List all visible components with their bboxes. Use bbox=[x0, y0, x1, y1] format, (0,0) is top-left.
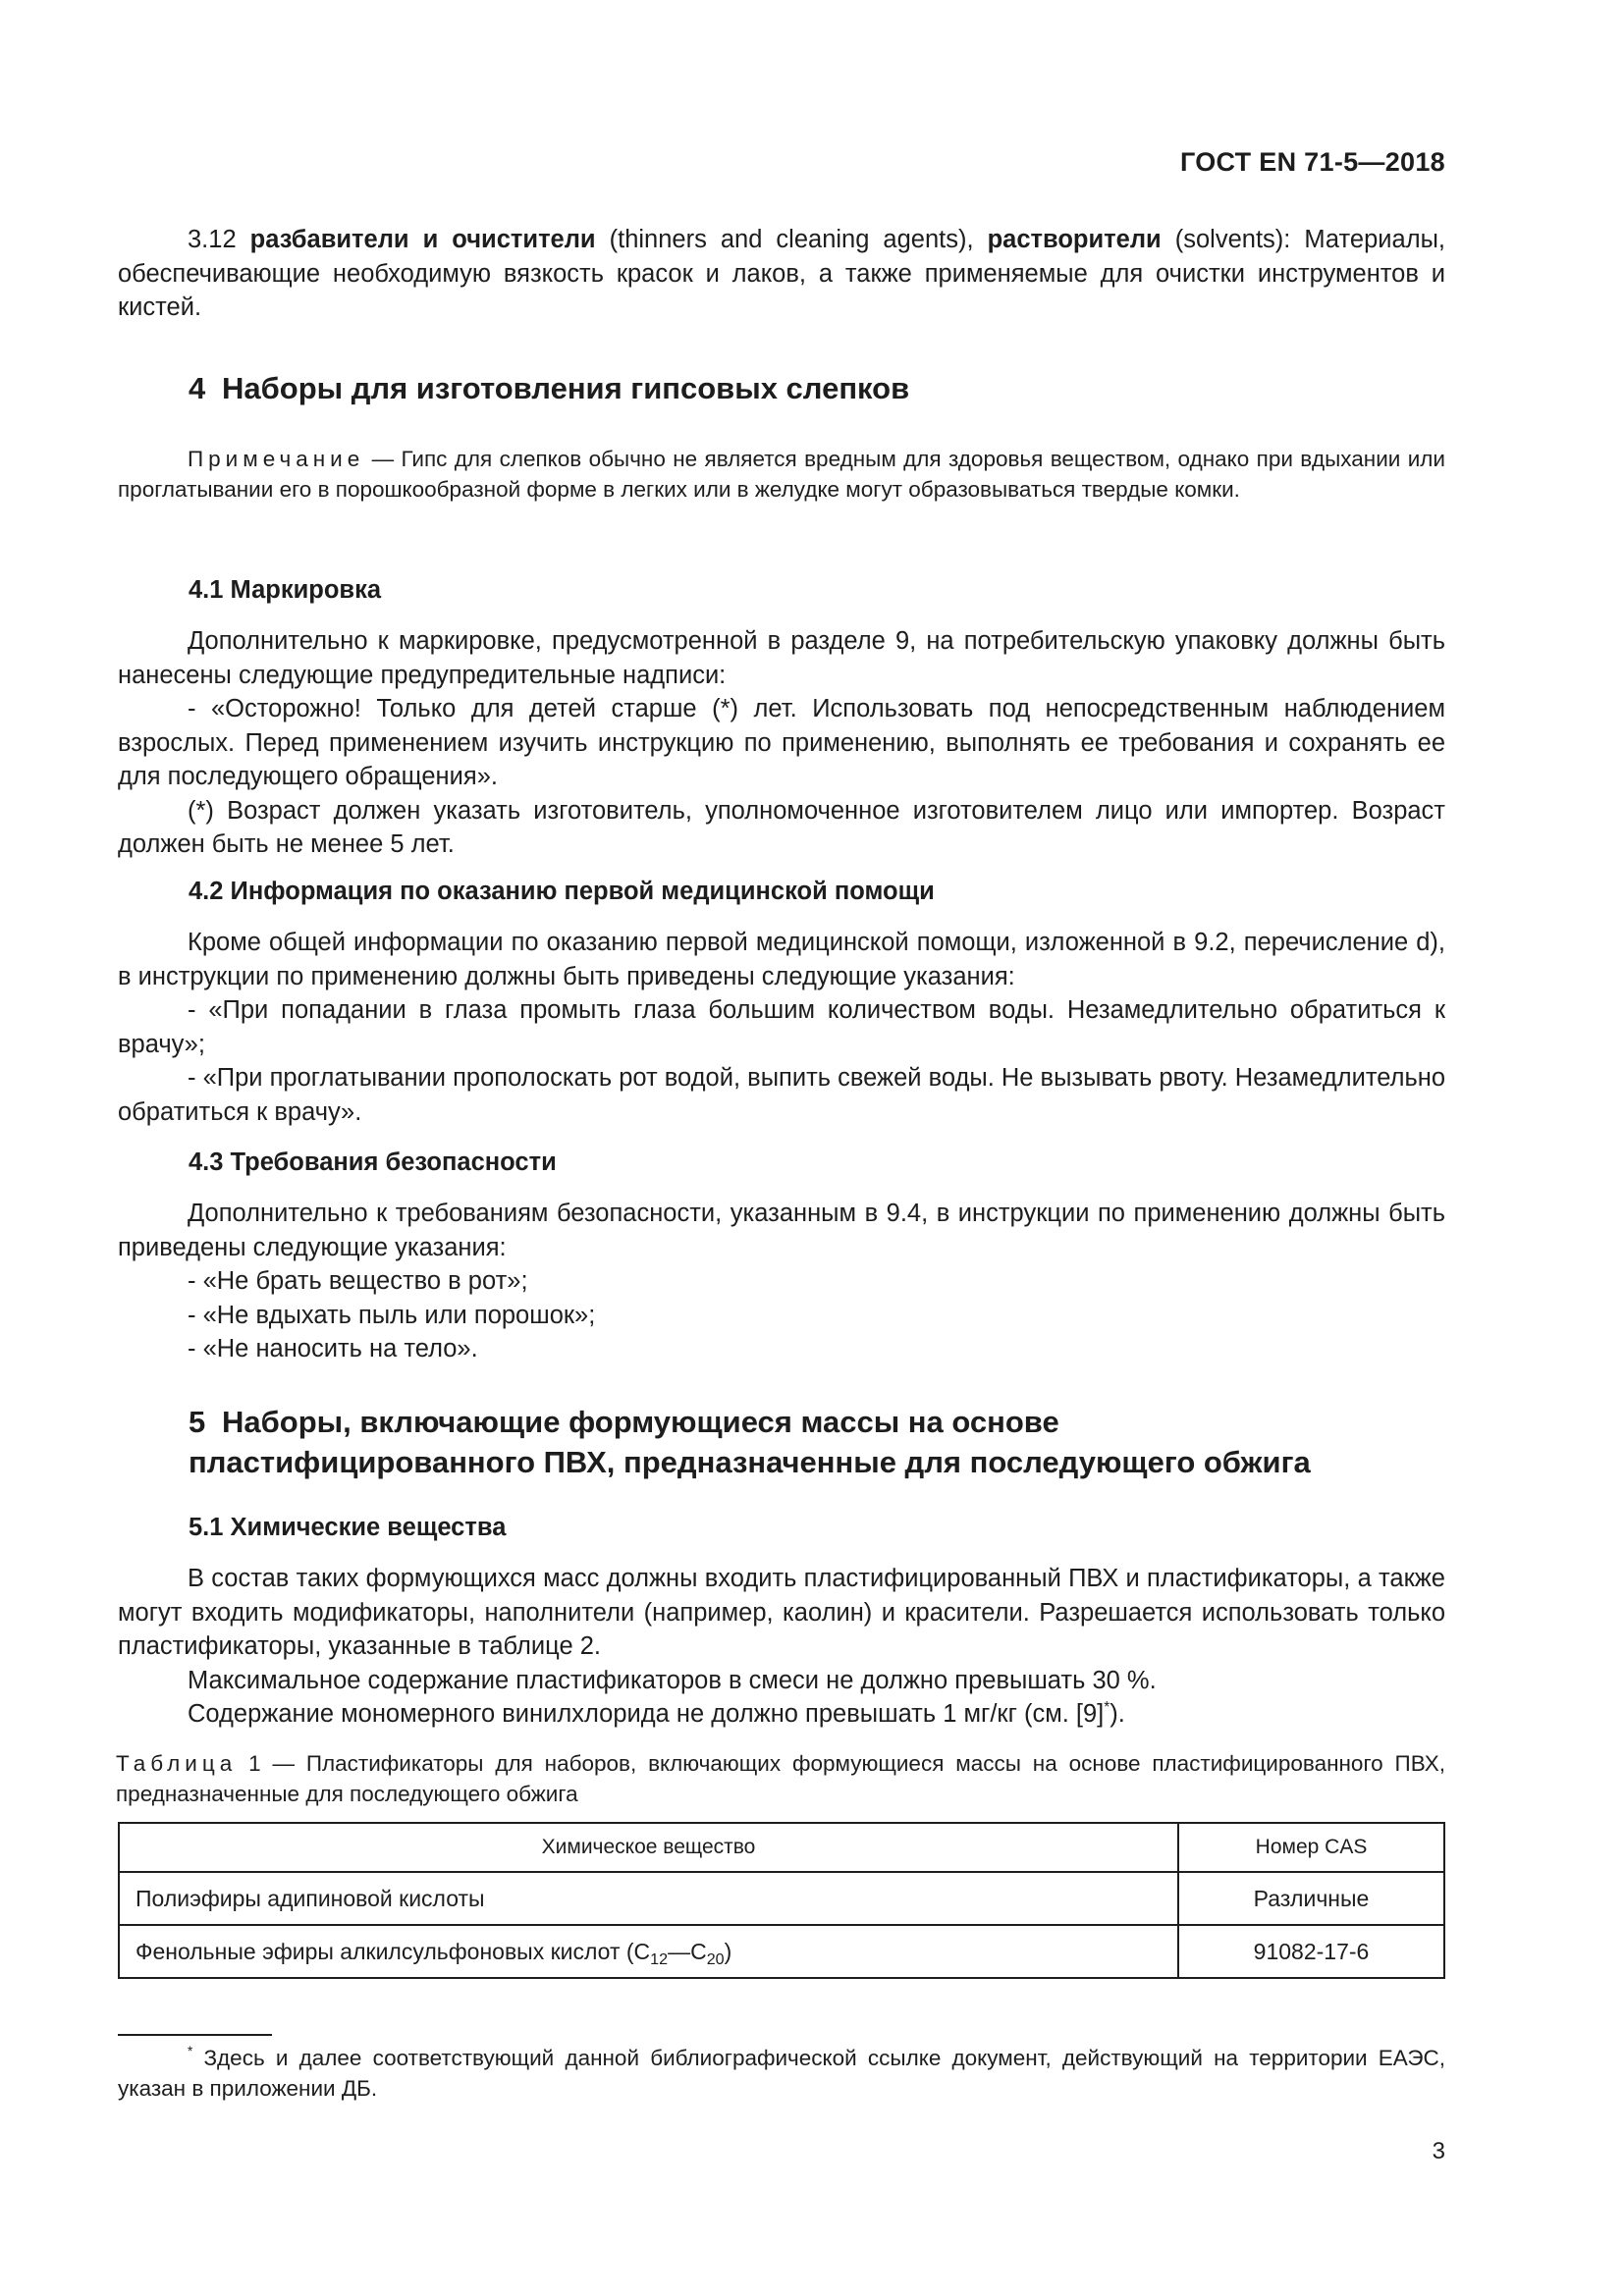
table-row bbox=[119, 1872, 1444, 1925]
list-item: - «При проглатывании прополоскать рот водой, выпить свежей воды. Не вызывать рвоту. Незамедлительно обратиться к врачу». bbox=[118, 1064, 1445, 1126]
subscript: 20 bbox=[706, 1949, 725, 1968]
table-row bbox=[119, 1925, 1444, 1978]
paragraph: В состав таких формующихся масс должны входить пластифицированный ПВХ и пластификаторы, а также могут входить модификаторы, наполнители (например, каолин) и красители. Разрешается использовать только пластификаторы, указанные в таблице 2. bbox=[118, 1565, 1445, 1660]
document-code-header: ГОСТ EN 71-5—2018 bbox=[1180, 147, 1445, 177]
section-4-title: Наборы для изготовления гипсовых слепков bbox=[222, 371, 910, 405]
definition-number: 3.12 bbox=[188, 226, 250, 253]
paragraph: Максимальное содержание пластификаторов в смеси не должно превышать 30 %. bbox=[188, 1666, 1157, 1694]
definition-3-12 bbox=[118, 223, 1445, 325]
section-5-title-line2: пластифицированного ПВХ, предназначенные для последующего обжига bbox=[189, 1445, 1311, 1479]
subsection-4-3-title: 4.3 Требования безопасности bbox=[189, 1148, 557, 1176]
table-cell-substance bbox=[119, 1925, 1178, 1978]
footnote-mark: * bbox=[188, 2044, 193, 2058]
table-header-cell: Номер CAS bbox=[1178, 1823, 1444, 1872]
substance-text: Фенольные эфиры алкилсульфоновых кислот (C bbox=[135, 1938, 651, 1964]
subsection-4-2-body bbox=[118, 926, 1445, 1129]
subsection-5-1-title: 5.1 Химические вещества bbox=[189, 1514, 507, 1541]
term-thinners: разбавители и очистители bbox=[249, 226, 596, 253]
section-4-note bbox=[118, 444, 1445, 505]
paragraph-end: ). bbox=[1110, 1700, 1125, 1728]
list-item: - «Не наносить на тело». bbox=[188, 1335, 478, 1362]
term-thinners-en: (thinners and cleaning agents), bbox=[595, 226, 988, 253]
table-cell-substance: Полиэфиры адипиновой кислоты bbox=[119, 1872, 1178, 1925]
list-item: - «Не брать вещество в рот»; bbox=[188, 1267, 528, 1295]
footnote-reference[interactable]: * bbox=[1104, 1699, 1110, 1716]
footnote bbox=[118, 2043, 1445, 2104]
substance-close: ) bbox=[724, 1938, 732, 1964]
paragraph: Кроме общей информации по оказанию первой медицинской помощи, изложенной в 9.2, перечисление d), в инструкции по применению должны быть приведены следующие указания: bbox=[118, 929, 1445, 990]
section-4-number: 4 bbox=[189, 371, 206, 405]
note-label: Примечание bbox=[188, 447, 365, 471]
subsection-4-1-body bbox=[118, 624, 1445, 862]
paragraph: Дополнительно к маркировке, предусмотренной в разделе 9, на потребительскую упаковку должны быть нанесены следующие предупредительные надписи: bbox=[118, 627, 1445, 689]
footnote-text: Здесь и далее соответствующий данной библиографической ссылке документ, действующий на территории ЕАЭС, указан в приложении ДБ. bbox=[118, 2046, 1445, 2101]
table-header-cell: Химическое вещество bbox=[119, 1823, 1178, 1872]
table-caption-label: Таблица bbox=[116, 1751, 238, 1776]
section-5-number: 5 bbox=[189, 1405, 206, 1439]
section-4-heading bbox=[189, 368, 909, 408]
section-5-title-line1: Наборы, включающие формующиеся массы на основе bbox=[222, 1405, 1059, 1439]
definition-text: (solvents): Материалы, обеспечивающие необходимую вязкость красок и лаков, а также применяемые для очистки инструментов и кистей. bbox=[118, 226, 1445, 321]
subsection-5-1-body bbox=[118, 1562, 1445, 1732]
subsection-4-2-title: 4.2 Информация по оказанию первой медицинской помощи bbox=[189, 878, 935, 905]
subsection-4-1-title: 4.1 Маркировка bbox=[189, 576, 382, 604]
note-text: — Гипс для слепков обычно не является вредным для здоровья веществом, однако при вдыхании или проглатывании его в порошкообразной форме в легких или в желудке могут образовываться твердые комки. bbox=[118, 447, 1445, 502]
list-item: - «Осторожно! Только для детей старше (*) лет. Использовать под непосредственным наблюдением взрослых. Перед применением изучить инструкцию по применению, выполнять ее требования и сохранять ее для последующего обращения». bbox=[118, 695, 1445, 790]
page-number: 3 bbox=[1432, 2138, 1445, 2164]
list-item: - «При попадании в глаза промыть глаза большим количеством воды. Незамедлительно обратиться к врачу»; bbox=[118, 996, 1445, 1058]
plasticizers-table bbox=[118, 1822, 1445, 1979]
table-header-row bbox=[119, 1823, 1444, 1872]
table-cell-cas: 91082-17-6 bbox=[1178, 1925, 1444, 1978]
table-caption bbox=[116, 1748, 1445, 1809]
paragraph bbox=[118, 1697, 1445, 1732]
paragraph-text: Содержание мономерного винилхлорида не должно превышать 1 мг/кг (см. [9] bbox=[188, 1700, 1105, 1728]
section-5-heading bbox=[189, 1402, 1311, 1482]
paragraph: Дополнительно к требованиям безопасности, указанным в 9.4, в инструкции по применению должны быть приведены следующие указания: bbox=[118, 1200, 1445, 1261]
table-caption-text: 1 — Пластификаторы для наборов, включающих формующиеся массы на основе пластифицированного ПВХ, предназначенные для последующего обжига bbox=[116, 1751, 1445, 1806]
list-item: - «Не вдыхать пыль или порошок»; bbox=[188, 1301, 596, 1329]
subsection-4-3-body bbox=[118, 1197, 1445, 1366]
table-cell-cas: Различные bbox=[1178, 1872, 1444, 1925]
term-solvents: растворители bbox=[987, 226, 1162, 253]
footnote-separator bbox=[118, 2034, 272, 2036]
subscript: 12 bbox=[650, 1949, 669, 1968]
paragraph: (*) Возраст должен указать изготовитель, уполномоченное изготовителем лицо или импортер. Возраст должен быть не менее 5 лет. bbox=[118, 796, 1445, 858]
substance-dash: —C bbox=[668, 1938, 707, 1964]
